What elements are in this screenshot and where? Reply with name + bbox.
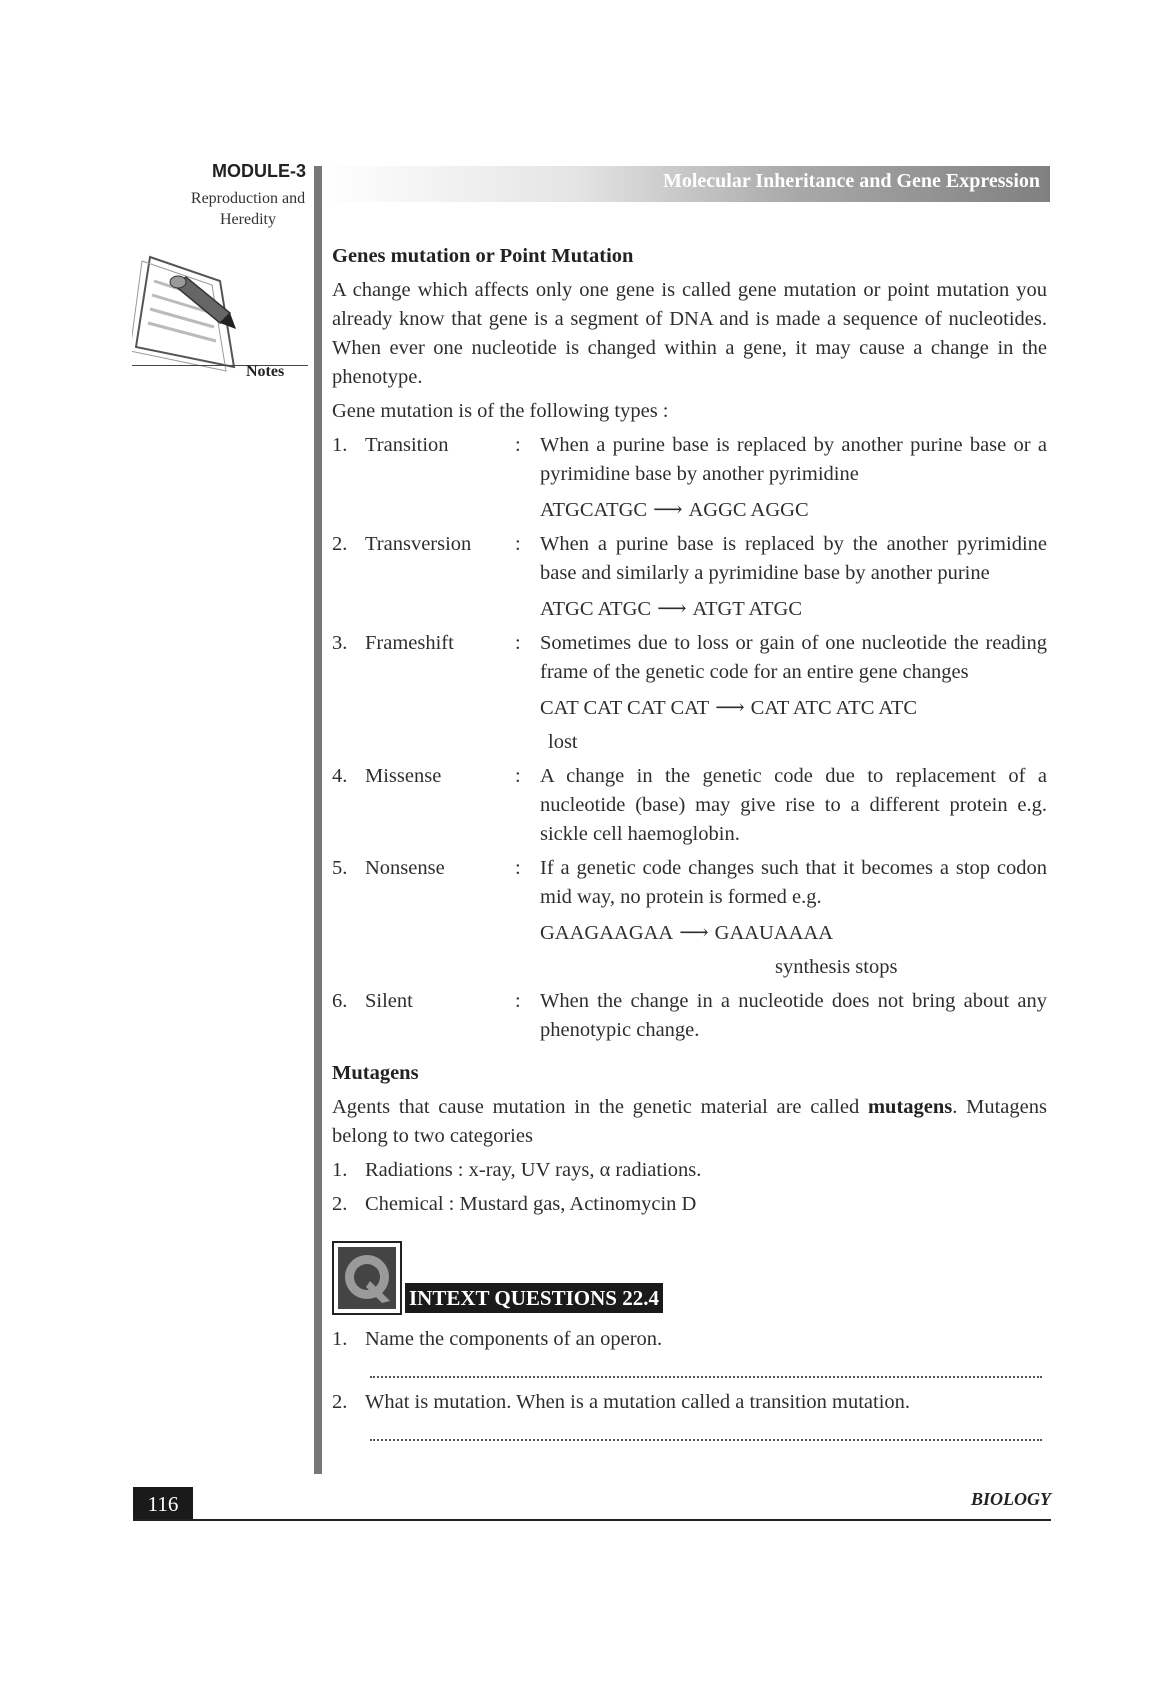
module-subtitle: [180, 188, 316, 230]
sequence-example: [540, 694, 1047, 723]
mutation-type-item: [332, 530, 1047, 624]
paragraph-text: Agents that cause mutation in the genetic material are called: [332, 1096, 868, 1118]
mutation-type-item: [332, 854, 1047, 982]
item-colon: :: [515, 765, 521, 787]
item-description-text: If a genetic code changes such that it becomes a stop codon mid way, no protein is formed e.g.: [540, 857, 1047, 908]
paragraph: Gene mutation is of the following types :: [332, 400, 669, 422]
item-description: A change in the genetic code due to replacement of a nucleotide (base) may give rise to a different protein e.g. sickle cell haemoglobin.: [540, 765, 1047, 845]
item-number: 2.: [332, 533, 348, 555]
sequence-after: GAAUAAAA: [714, 922, 834, 944]
main-content: [332, 242, 1047, 1441]
long-arrow-icon: ⟶: [657, 598, 687, 620]
item-description: [540, 629, 1047, 757]
item-number: 5.: [332, 857, 348, 879]
notes-pencil-icon: [132, 255, 242, 375]
item-number: 3.: [332, 632, 348, 654]
intext-questions-header: [332, 1237, 1047, 1315]
section-heading: Mutagens: [332, 1062, 419, 1084]
item-number: 6.: [332, 990, 348, 1012]
keyword: mutagens: [867, 1096, 953, 1118]
section-heading: Genes mutation or Point Mutation: [332, 245, 634, 267]
item-number: 2.: [332, 1391, 348, 1413]
module-title: MODULE-3: [212, 161, 306, 181]
item-description-text: Sometimes due to loss or gain of one nucleotide the reading frame of the genetic code for an entire gene changes: [540, 632, 1047, 683]
item-term: Transversion: [365, 533, 472, 555]
sequence-after: ATGT ATGC: [692, 598, 802, 620]
item-colon: :: [515, 990, 521, 1012]
footer-subject: BIOLOGY: [971, 1489, 1051, 1509]
item-number: 1.: [332, 1328, 348, 1350]
item-number: 2.: [332, 1193, 348, 1215]
item-number: 4.: [332, 765, 348, 787]
answer-line[interactable]: [370, 1423, 1042, 1441]
footer-rule: [133, 1519, 1051, 1521]
item-colon: :: [515, 533, 521, 555]
item-description: [540, 854, 1047, 982]
sequence-before: ATGC ATGC: [540, 598, 652, 620]
page-number: 116: [133, 1487, 193, 1521]
answer-line[interactable]: [370, 1360, 1042, 1378]
item-text: Radiations : x-ray, UV rays, α radiations.: [365, 1159, 702, 1181]
item-description: When the change in a nucleotide does not bring about any phenotypic change.: [540, 990, 1047, 1041]
item-number: 1.: [332, 1159, 348, 1181]
item-number: 1.: [332, 434, 348, 456]
sequence-note: lost: [548, 731, 578, 753]
item-description: [540, 530, 1047, 624]
intext-questions-label: INTEXT QUESTIONS 22.4: [405, 1283, 663, 1313]
long-arrow-icon: ⟶: [679, 922, 709, 944]
sequence-before: CAT CAT CAT CAT: [540, 697, 710, 719]
list-item: [332, 1156, 1047, 1185]
question-item: [332, 1388, 1047, 1417]
item-term: Transition: [365, 434, 449, 456]
sequence-before: GAAGAAGAA: [540, 922, 674, 944]
question-icon: [332, 1241, 402, 1315]
item-colon: :: [515, 857, 521, 879]
item-term: Nonsense: [365, 857, 445, 879]
sequence-before: ATGCATGC: [540, 499, 648, 521]
item-colon: :: [515, 632, 521, 654]
module-subtitle-line1: Reproduction and: [190, 190, 306, 207]
long-arrow-icon: ⟶: [715, 697, 745, 719]
notes-label: Notes: [246, 363, 285, 380]
item-term: Frameshift: [365, 632, 454, 654]
item-term: Missense: [365, 765, 442, 787]
item-colon: :: [515, 434, 521, 456]
paragraph: [332, 1093, 1047, 1151]
mutation-type-item: [332, 431, 1047, 525]
mutation-type-item: [332, 987, 1047, 1045]
sequence-after: AGGC AGGC: [688, 499, 809, 521]
content-side-bar: [314, 166, 322, 1474]
paragraph: A change which affects only one gene is called gene mutation or point mutation you already know that gene is a segment of DNA and is made a sequence of nucleotides. When ever one nucleotide is changed within a gene, it may cause a change in the phenotype.: [332, 279, 1047, 388]
mutation-type-item: [332, 762, 1047, 849]
long-arrow-icon: ⟶: [653, 499, 683, 521]
item-description-text: When a purine base is replaced by another purine base or a pyrimidine base by another pyrimidine: [540, 434, 1047, 485]
paragraph-text: . Mutagens belong to two categories: [332, 1096, 1047, 1147]
sequence-example: [540, 919, 1047, 948]
item-description-text: When a purine base is replaced by the another pyrimidine base and similarly a pyrimidine base by another purine: [540, 533, 1047, 584]
mutation-type-item: [332, 629, 1047, 757]
item-description: [540, 431, 1047, 525]
item-text: Chemical : Mustard gas, Actinomycin D: [365, 1193, 697, 1215]
module-subtitle-line2: Heredity: [220, 211, 276, 228]
sequence-example: [540, 496, 1047, 525]
list-item: [332, 1190, 1047, 1219]
question-text: What is mutation. When is a mutation called a transition mutation.: [365, 1391, 911, 1413]
sequence-after: CAT ATC ATC ATC: [750, 697, 918, 719]
chapter-title: Molecular Inheritance and Gene Expression: [662, 170, 1040, 192]
sequence-note: synthesis stops: [775, 956, 898, 978]
question-text: Name the components of an operon.: [365, 1328, 663, 1350]
sequence-example: [540, 595, 1047, 624]
item-term: Silent: [365, 990, 413, 1012]
question-item: [332, 1325, 1047, 1354]
